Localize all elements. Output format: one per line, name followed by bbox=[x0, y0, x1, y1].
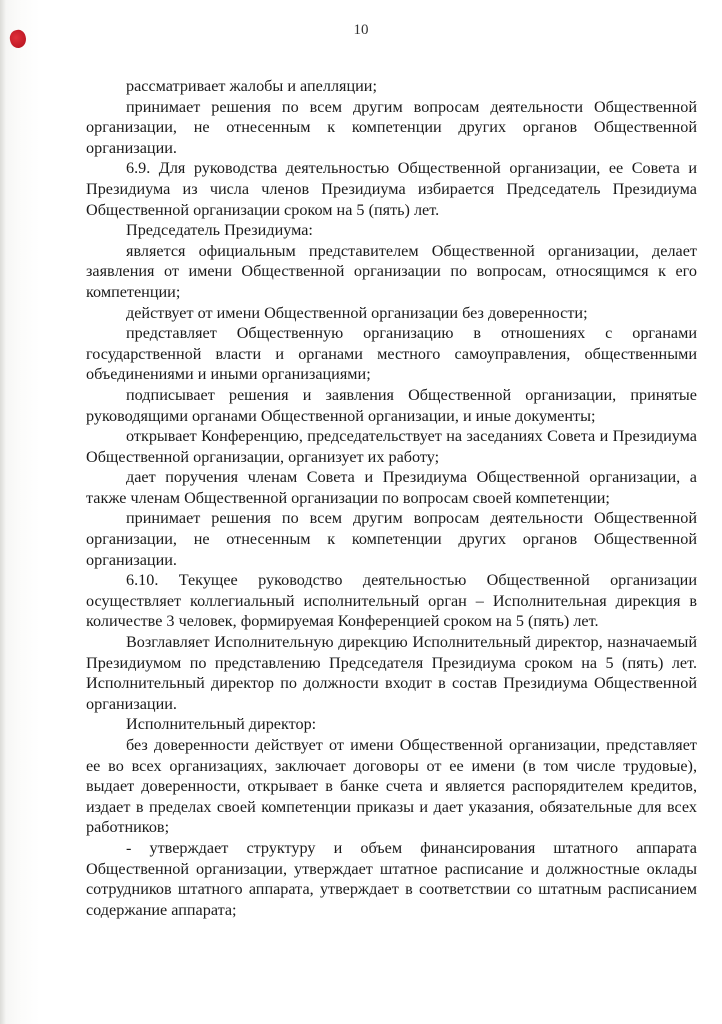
paragraph: действует от имени Общественной организации без доверенности; bbox=[126, 303, 588, 322]
paragraph: представляет Общественную организацию в отношениях с органами государственной власти и органами местного самоуправления, общественными объединениями и иными организациями; bbox=[86, 324, 697, 384]
paragraph: 6.9. Для руководства деятельностью Общественной организации, ее Совета и Президиума из числа членов Президиума избирается Председатель Президиума Общественной организации сроком на 5 (пять) лет. bbox=[86, 159, 697, 219]
paragraph: без доверенности действует от имени Общественной организации, представляет ее во всех организациях, заключает договоры от ее имени (в том числе трудовые), выдает доверенности, открывает в банке счета и является распорядителем кредитов, издает в пределах своей компетенции приказы и дает указания, обязательные для всех работников; bbox=[86, 736, 697, 837]
paragraph: принимает решения по всем другим вопросам деятельности Общественной организации, не отнесенным к компетенции других органов Общественной организации. bbox=[86, 97, 697, 157]
paragraph: открывает Конференцию, председательствует на заседаниях Совета и Президиума Общественной организации, организует их работу; bbox=[86, 427, 697, 466]
paragraph: 6.10. Текущее руководство деятельностью Общественной организации осуществляет коллегиальный исполнительный орган – Исполнительная дирекция в количестве 3 человек, формируемая Конференцией сроком на 5 (пять) лет. bbox=[86, 571, 697, 631]
paragraph: принимает решения по всем другим вопросам деятельности Общественной организации, не отнесенным к компетенции других органов Общественной организации. bbox=[86, 509, 697, 569]
document-body bbox=[86, 76, 697, 920]
paragraph: Исполнительный директор: bbox=[126, 715, 317, 734]
paragraph: Возглавляет Исполнительную дирекцию Исполнительный директор, назначаемый Президиумом по представлению Председателя Президиума сроком на 5 (пять) лет. Исполнительный директор по должности входит в состав Президиума Общественной организации. bbox=[86, 633, 697, 713]
paragraph: - утверждает структуру и объем финансирования штатного аппарата Общественной организации, утверждает штатное расписание и должностные оклады сотрудников штатного аппарата, утверждает в соответствии со штатным расписанием содержание аппарата; bbox=[86, 838, 697, 919]
page-number: 10 bbox=[353, 22, 369, 38]
page-edge-shadow bbox=[0, 0, 6, 1024]
paragraph: Председатель Президиума: bbox=[126, 221, 313, 240]
paragraph: дает поручения членам Совета и Президиума Общественной организации, а также членам Общественной организации по вопросам своей компетенции; bbox=[86, 468, 697, 507]
paragraph: подписывает решения и заявления Общественной организации, принятые руководящими органами Общественной организации, и иные документы; bbox=[86, 385, 697, 425]
paragraph: является официальным представителем Общественной организации, делает заявления от имени Общественной организации по вопросам, относящимся к его компетенции; bbox=[86, 241, 697, 301]
paragraph: рассматривает жалобы и апелляции; bbox=[126, 77, 377, 95]
